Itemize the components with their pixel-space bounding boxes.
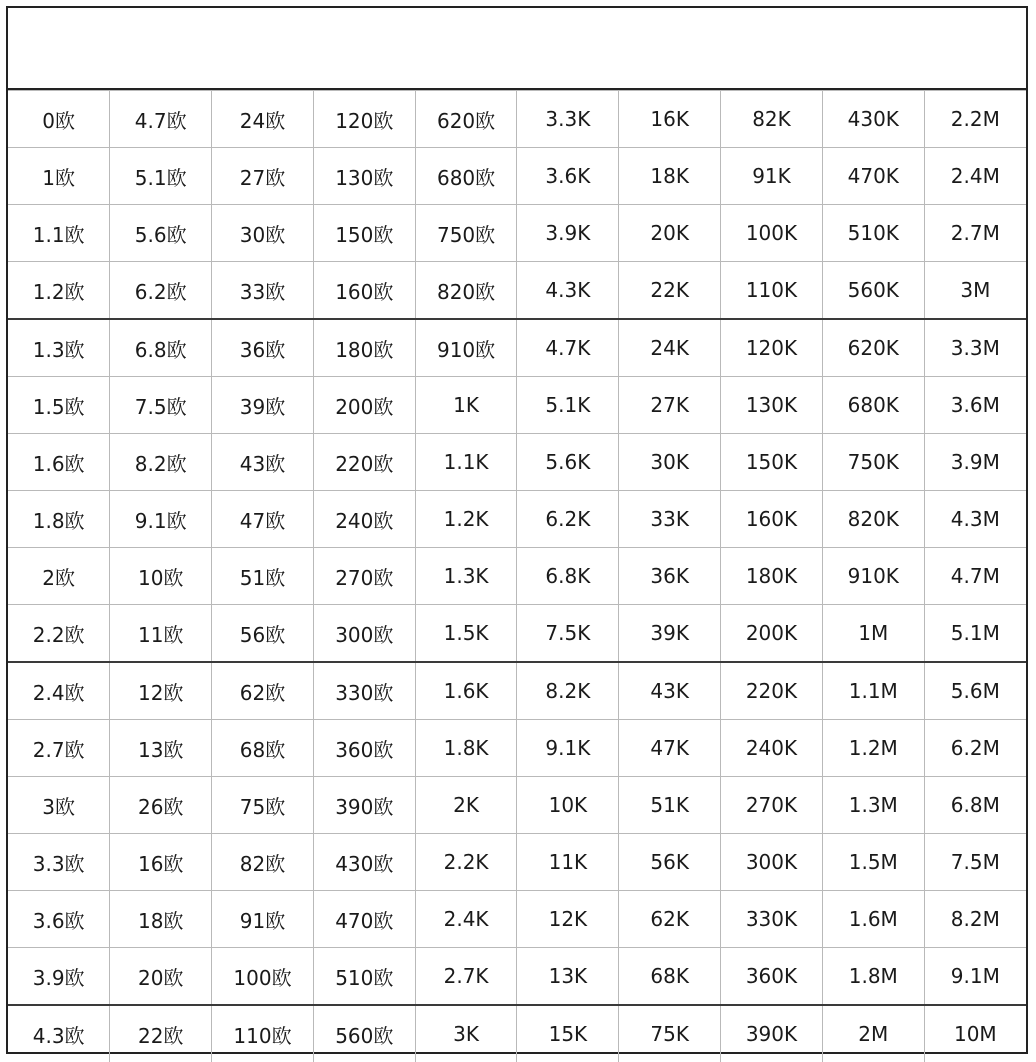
resistor-value-cell: 56欧 (212, 605, 314, 663)
resistor-value-cell: 220欧 (313, 434, 415, 491)
resistor-value-cell: 11欧 (110, 605, 212, 663)
resistor-value-cell: 3.9M (924, 434, 1026, 491)
resistor-value-cell: 820欧 (415, 262, 517, 320)
resistor-value-cell: 47K (619, 720, 721, 777)
resistor-value-cell: 3.9欧 (8, 948, 110, 1006)
resistor-value-cell: 240K (721, 720, 823, 777)
resistor-value-cell: 6.2K (517, 491, 619, 548)
resistor-value-cell: 270欧 (313, 548, 415, 605)
resistor-value-cell: 91K (721, 148, 823, 205)
resistor-value-cell: 150欧 (313, 205, 415, 262)
resistor-value-cell: 68欧 (212, 720, 314, 777)
resistor-value-cell: 3欧 (8, 777, 110, 834)
resistor-value-cell: 3.3K (517, 91, 619, 148)
resistor-value-cell: 1.3K (415, 548, 517, 605)
resistor-value-cell: 180K (721, 548, 823, 605)
resistor-value-cell: 8.2K (517, 662, 619, 720)
resistor-value-cell: 5.6M (924, 662, 1026, 720)
resistor-value-cell: 7.5欧 (110, 377, 212, 434)
resistor-value-cell: 18欧 (110, 891, 212, 948)
resistor-value-cell: 330K (721, 891, 823, 948)
resistor-value-cell: 9.1K (517, 720, 619, 777)
resistor-value-cell: 22欧 (110, 1005, 212, 1062)
resistor-value-cell: 27欧 (212, 148, 314, 205)
table-body (8, 91, 1026, 1062)
resistor-value-cell: 56K (619, 834, 721, 891)
resistor-value-cell: 240欧 (313, 491, 415, 548)
resistor-value-cell: 150K (721, 434, 823, 491)
header-band (8, 8, 1026, 90)
resistor-value-cell: 430欧 (313, 834, 415, 891)
resistor-value-cell: 3.6M (924, 377, 1026, 434)
table-row (8, 777, 1026, 834)
resistor-value-cell: 390K (721, 1005, 823, 1062)
table-row (8, 662, 1026, 720)
resistor-value-cell: 1.8M (822, 948, 924, 1006)
resistor-value-cell: 120欧 (313, 91, 415, 148)
resistor-value-cell: 4.3欧 (8, 1005, 110, 1062)
resistor-value-cell: 5.1K (517, 377, 619, 434)
resistor-value-cell: 910欧 (415, 319, 517, 377)
resistor-value-cell: 6.8欧 (110, 319, 212, 377)
resistor-value-cell: 7.5M (924, 834, 1026, 891)
resistor-value-cell: 62欧 (212, 662, 314, 720)
resistor-value-cell: 330欧 (313, 662, 415, 720)
resistor-value-cell: 16欧 (110, 834, 212, 891)
resistor-value-cell: 6.8K (517, 548, 619, 605)
resistor-value-cell: 7.5K (517, 605, 619, 663)
resistor-value-cell: 2.4欧 (8, 662, 110, 720)
resistor-value-cell: 160欧 (313, 262, 415, 320)
resistor-value-cell: 27K (619, 377, 721, 434)
table-row (8, 319, 1026, 377)
resistor-value-cell: 4.7K (517, 319, 619, 377)
resistor-value-cell: 470欧 (313, 891, 415, 948)
resistor-value-cell: 100欧 (212, 948, 314, 1006)
resistor-value-cell: 15K (517, 1005, 619, 1062)
resistor-value-cell: 1M (822, 605, 924, 663)
table-row (8, 148, 1026, 205)
resistor-value-cell: 2.2欧 (8, 605, 110, 663)
resistor-value-cell: 680K (822, 377, 924, 434)
resistor-value-cell: 0欧 (8, 91, 110, 148)
resistor-value-cell: 39欧 (212, 377, 314, 434)
resistor-value-cell: 2.7K (415, 948, 517, 1006)
resistor-value-cell: 560欧 (313, 1005, 415, 1062)
resistor-value-cell: 20欧 (110, 948, 212, 1006)
resistor-value-cell: 82K (721, 91, 823, 148)
resistor-value-cell: 6.2M (924, 720, 1026, 777)
resistor-value-cell: 130欧 (313, 148, 415, 205)
resistor-value-cell: 75欧 (212, 777, 314, 834)
resistor-value-cell: 110K (721, 262, 823, 320)
resistor-value-cell: 2K (415, 777, 517, 834)
resistor-value-cell: 300K (721, 834, 823, 891)
resistor-value-cell: 1.3M (822, 777, 924, 834)
table-row (8, 434, 1026, 491)
resistor-value-cell: 750欧 (415, 205, 517, 262)
resistor-value-cell: 2.7M (924, 205, 1026, 262)
resistor-value-cell: 91欧 (212, 891, 314, 948)
resistor-value-cell: 2.7欧 (8, 720, 110, 777)
resistor-value-cell: 10M (924, 1005, 1026, 1062)
resistor-value-cell: 220K (721, 662, 823, 720)
resistor-value-cell: 43欧 (212, 434, 314, 491)
resistor-value-cell: 1.1M (822, 662, 924, 720)
resistor-value-cell: 9.1欧 (110, 491, 212, 548)
resistor-value-cell: 3.9K (517, 205, 619, 262)
resistor-value-cell: 2.4M (924, 148, 1026, 205)
resistor-value-cell: 3.3M (924, 319, 1026, 377)
resistor-value-cell: 13欧 (110, 720, 212, 777)
resistor-value-cell: 1欧 (8, 148, 110, 205)
resistor-value-cell: 3M (924, 262, 1026, 320)
resistor-value-cell: 82欧 (212, 834, 314, 891)
resistor-value-cell: 3.6K (517, 148, 619, 205)
resistor-value-cell: 1.6欧 (8, 434, 110, 491)
resistor-value-cell: 5.1欧 (110, 148, 212, 205)
table-row (8, 720, 1026, 777)
resistor-value-cell: 3K (415, 1005, 517, 1062)
resistor-value-cell: 180欧 (313, 319, 415, 377)
resistor-value-cell: 110欧 (212, 1005, 314, 1062)
table-row (8, 1005, 1026, 1062)
resistor-value-table (8, 90, 1026, 1062)
resistor-value-cell: 5.1M (924, 605, 1026, 663)
resistor-value-cell: 33K (619, 491, 721, 548)
table-row (8, 262, 1026, 320)
resistor-value-cell: 30欧 (212, 205, 314, 262)
resistor-value-cell: 560K (822, 262, 924, 320)
resistor-value-cell: 12欧 (110, 662, 212, 720)
resistor-value-cell: 3.3欧 (8, 834, 110, 891)
resistor-value-cell: 2.4K (415, 891, 517, 948)
table-row (8, 91, 1026, 148)
resistor-value-cell: 200欧 (313, 377, 415, 434)
resistor-value-cell: 43K (619, 662, 721, 720)
resistor-value-cell: 620欧 (415, 91, 517, 148)
resistor-value-cell: 1.1欧 (8, 205, 110, 262)
resistor-value-cell: 430K (822, 91, 924, 148)
resistor-value-cell: 10欧 (110, 548, 212, 605)
resistor-value-cell: 39K (619, 605, 721, 663)
resistor-value-cell: 62K (619, 891, 721, 948)
table-row (8, 834, 1026, 891)
resistor-value-cell: 1.2M (822, 720, 924, 777)
resistor-value-cell: 160K (721, 491, 823, 548)
resistor-value-cell: 51K (619, 777, 721, 834)
resistor-value-cell: 11K (517, 834, 619, 891)
resistor-value-cell: 910K (822, 548, 924, 605)
resistor-value-cell: 9.1M (924, 948, 1026, 1006)
resistor-value-cell: 3.6欧 (8, 891, 110, 948)
resistor-value-cell: 130K (721, 377, 823, 434)
resistor-value-cell: 10K (517, 777, 619, 834)
resistor-value-cell: 6.2欧 (110, 262, 212, 320)
table-row (8, 377, 1026, 434)
resistor-value-cell: 1.5欧 (8, 377, 110, 434)
resistor-value-cell: 4.7M (924, 548, 1026, 605)
resistor-value-cell: 36欧 (212, 319, 314, 377)
resistor-value-cell: 4.7欧 (110, 91, 212, 148)
resistor-value-cell: 300欧 (313, 605, 415, 663)
resistor-value-cell: 820K (822, 491, 924, 548)
resistor-value-cell: 8.2欧 (110, 434, 212, 491)
resistor-value-cell: 2.2M (924, 91, 1026, 148)
resistor-value-cell: 270K (721, 777, 823, 834)
table-row (8, 205, 1026, 262)
resistor-value-cell: 360欧 (313, 720, 415, 777)
resistor-value-cell: 510欧 (313, 948, 415, 1006)
table-row (8, 548, 1026, 605)
resistor-value-cell: 22K (619, 262, 721, 320)
resistor-value-cell: 680欧 (415, 148, 517, 205)
resistor-value-cell: 1.8欧 (8, 491, 110, 548)
resistor-value-cell: 4.3M (924, 491, 1026, 548)
resistor-value-cell: 18K (619, 148, 721, 205)
resistor-value-cell: 6.8M (924, 777, 1026, 834)
resistor-value-cell: 16K (619, 91, 721, 148)
resistor-value-cell: 51欧 (212, 548, 314, 605)
resistor-value-cell: 36K (619, 548, 721, 605)
resistor-value-cell: 120K (721, 319, 823, 377)
resistor-value-cell: 24欧 (212, 91, 314, 148)
resistor-value-cell: 13K (517, 948, 619, 1006)
resistor-value-cell: 24K (619, 319, 721, 377)
resistor-value-cell: 2M (822, 1005, 924, 1062)
resistor-value-cell: 2欧 (8, 548, 110, 605)
resistor-value-cell: 750K (822, 434, 924, 491)
resistor-value-cell: 1.8K (415, 720, 517, 777)
resistor-value-cell: 5.6欧 (110, 205, 212, 262)
resistor-value-cell: 390欧 (313, 777, 415, 834)
table-row (8, 948, 1026, 1006)
table-row (8, 891, 1026, 948)
resistor-value-cell: 1.2K (415, 491, 517, 548)
resistor-value-cell: 1.2欧 (8, 262, 110, 320)
resistor-value-sheet (6, 6, 1028, 1054)
resistor-value-cell: 2.2K (415, 834, 517, 891)
resistor-value-cell: 1.5M (822, 834, 924, 891)
resistor-value-cell: 200K (721, 605, 823, 663)
resistor-value-cell: 26欧 (110, 777, 212, 834)
resistor-value-cell: 510K (822, 205, 924, 262)
resistor-value-cell: 1K (415, 377, 517, 434)
resistor-value-cell: 75K (619, 1005, 721, 1062)
resistor-value-cell: 100K (721, 205, 823, 262)
resistor-value-cell: 33欧 (212, 262, 314, 320)
table-row (8, 491, 1026, 548)
resistor-value-cell: 1.6K (415, 662, 517, 720)
resistor-value-cell: 12K (517, 891, 619, 948)
resistor-value-cell: 360K (721, 948, 823, 1006)
resistor-value-cell: 1.1K (415, 434, 517, 491)
resistor-value-cell: 470K (822, 148, 924, 205)
resistor-value-cell: 1.3欧 (8, 319, 110, 377)
resistor-value-cell: 30K (619, 434, 721, 491)
resistor-value-cell: 68K (619, 948, 721, 1006)
resistor-value-cell: 8.2M (924, 891, 1026, 948)
resistor-value-cell: 1.6M (822, 891, 924, 948)
table-row (8, 605, 1026, 663)
resistor-value-cell: 620K (822, 319, 924, 377)
resistor-value-cell: 4.3K (517, 262, 619, 320)
resistor-value-cell: 5.6K (517, 434, 619, 491)
resistor-value-cell: 47欧 (212, 491, 314, 548)
resistor-value-cell: 1.5K (415, 605, 517, 663)
resistor-value-cell: 20K (619, 205, 721, 262)
